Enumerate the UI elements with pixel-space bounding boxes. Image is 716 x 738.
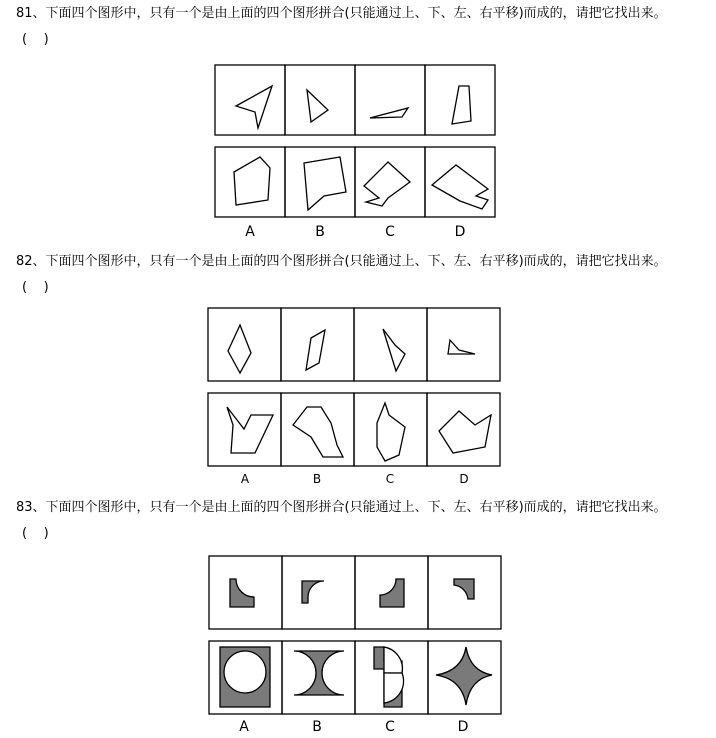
q81-piece-1 [236,86,272,128]
question-82-answer-paren: ( ) [22,280,49,295]
q83-option-label-b: B [312,719,322,735]
q81-option-d-shape [432,165,488,209]
q81-option-label-d: D [454,224,466,240]
q81-piece-box-1 [215,65,285,135]
question-83-text: 83、下面四个图形中，只有一个是由上面的四个图形拼合(只能通过上、下、左、右平移)而成的，请把它找出来。 [16,500,667,515]
q82-option-label-b: B [312,472,322,486]
q82-option-a-shape [227,407,273,453]
q81-option-label-b: B [315,224,325,240]
question-82-text: 82、下面四个图形中，只有一个是由上面的四个图形拼合(只能通过上、下、左、右平移)而成的，请把它找出来。 [16,254,667,269]
question-81-text: 81、下面四个图形中，只有一个是由上面的四个图形拼合(只能通过上、下、左、右平移)而成的，请把它找出来。 [16,6,667,21]
question-81-figure [214,64,496,218]
q83-piece-1 [230,579,254,607]
q82-piece-4 [448,340,475,354]
q83-option-d-shape [436,647,492,705]
q83-option-label-a: A [239,719,249,735]
q82-piece-box-1 [208,308,281,381]
q81-option-b-shape [304,157,346,210]
question-83-figure [208,555,502,715]
q83-option-a-circle [224,651,266,693]
q82-option-box-d [427,393,500,466]
q82-option-c-shape [377,403,405,461]
q82-piece-1 [228,325,251,373]
q81-option-box-c [355,147,425,217]
q81-option-label-a: A [245,224,255,240]
q82-option-box-c [354,393,427,466]
q81-piece-3 [370,108,408,118]
question-83-answer-paren: ( ) [22,526,49,541]
q83-piece-2 [302,581,324,603]
question-81-answer-paren: ( ) [22,32,49,47]
q81-option-label-c: C [385,224,395,240]
q82-piece-2 [306,330,325,370]
q83-option-c-upper-arc [384,647,402,673]
q83-piece-box-2 [282,556,355,629]
q81-piece-box-4 [425,65,495,135]
q82-option-label-d: D [459,472,469,486]
q82-piece-box-4 [427,308,500,381]
q81-option-c-shape [364,162,410,206]
q82-piece-3 [383,329,405,371]
q83-piece-4 [454,579,474,599]
q82-option-box-b [281,393,354,466]
q83-option-label-d: D [457,719,469,735]
q81-piece-4 [452,86,471,124]
question-82-figure [207,307,502,467]
q81-piece-box-3 [355,65,425,135]
q81-piece-box-2 [285,65,355,135]
q82-option-label-a: A [240,472,250,486]
q82-piece-box-3 [354,308,427,381]
q81-option-box-a [215,147,285,217]
q83-option-label-c: C [385,719,395,735]
q82-option-b-shape [293,407,343,457]
q83-piece-box-1 [209,556,282,629]
q81-piece-2 [307,90,328,122]
q82-option-box-a [208,393,281,466]
q83-piece-box-4 [428,556,501,629]
q81-option-a-shape [234,157,270,205]
q82-option-d-shape [439,411,491,453]
q83-option-b-shape [294,651,344,695]
q82-option-label-c: C [385,472,395,486]
q82-piece-box-2 [281,308,354,381]
q83-piece-3 [380,579,404,607]
